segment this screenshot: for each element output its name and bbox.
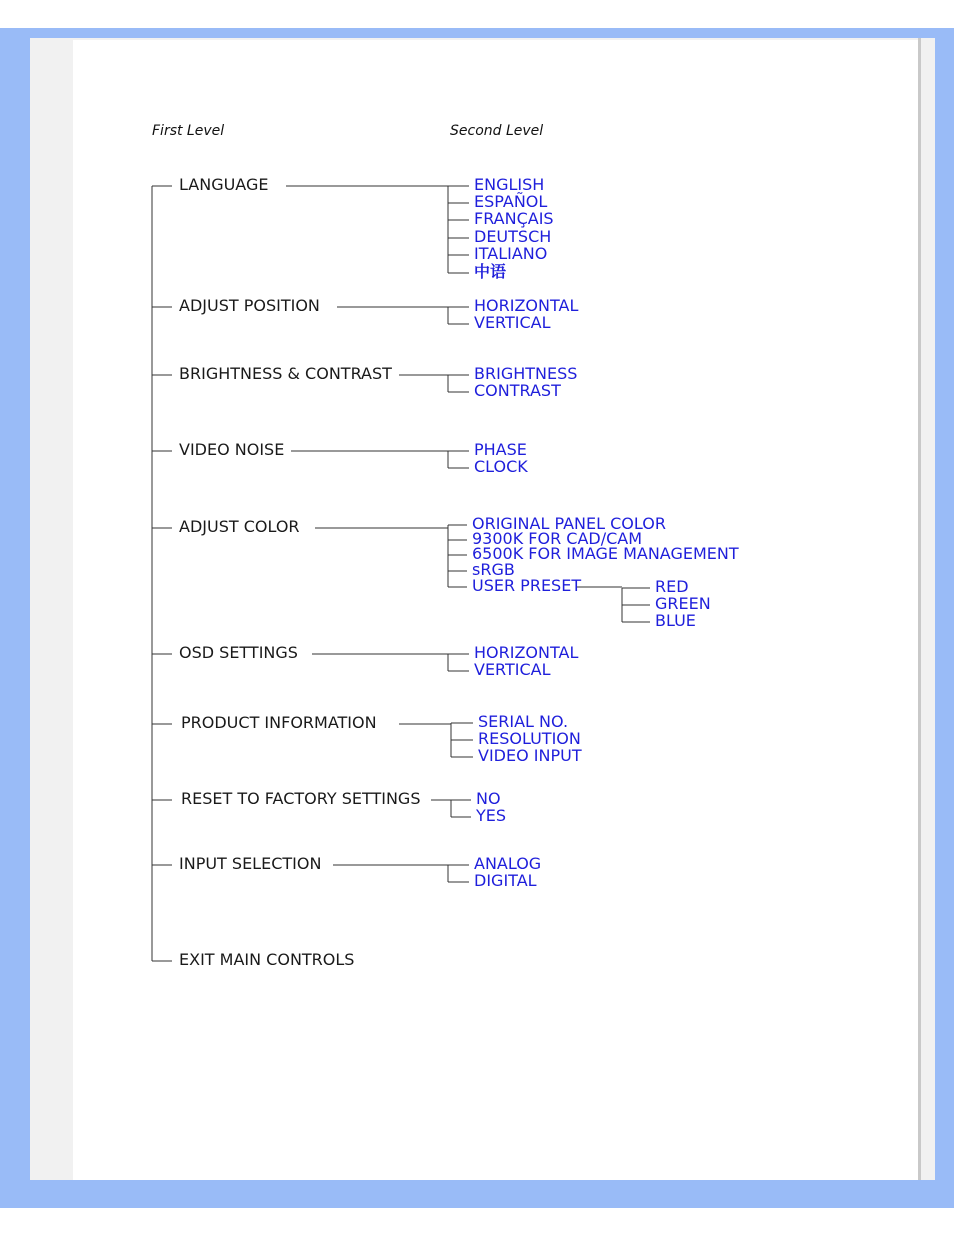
first-level-header: First Level (152, 123, 225, 139)
second-level-header: Second Level (450, 123, 544, 139)
second-level-item: YES (476, 806, 507, 825)
second-level-item: ENGLISH (474, 175, 545, 194)
second-level-item: BRIGHTNESS (474, 364, 578, 383)
second-level-item: HORIZONTAL (474, 296, 579, 315)
second-level-item: SERIAL NO. (478, 712, 569, 731)
first-level-item: OSD SETTINGS (179, 643, 298, 662)
second-level-item: ORIGINAL PANEL COLOR (472, 514, 666, 533)
second-level-item: HORIZONTAL (474, 643, 579, 662)
second-level-item: CLOCK (474, 457, 528, 476)
first-level-item: PRODUCT INFORMATION (181, 713, 377, 732)
first-level-item: ADJUST COLOR (179, 517, 300, 536)
third-level-item: BLUE (655, 611, 696, 630)
second-level-item: sRGB (472, 560, 515, 579)
first-level-item: BRIGHTNESS & CONTRAST (179, 364, 392, 383)
second-level-item: VIDEO INPUT (478, 746, 582, 765)
second-level-item: VERTICAL (474, 313, 551, 332)
second-level-item: VERTICAL (474, 660, 551, 679)
second-level-item: 中语 (474, 262, 507, 281)
second-level-item: FRANÇAIS (474, 209, 554, 228)
first-level-item: INPUT SELECTION (179, 854, 322, 873)
second-level-item: ITALIANO (474, 244, 548, 263)
second-level-item: RESOLUTION (478, 729, 581, 748)
first-level-item: RESET TO FACTORY SETTINGS (181, 789, 421, 808)
third-level-item: RED (655, 577, 689, 596)
first-level-item: ADJUST POSITION (179, 296, 320, 315)
first-level-item: VIDEO NOISE (179, 440, 285, 459)
second-level-item: USER PRESET (472, 576, 582, 595)
second-level-item: ANALOG (474, 854, 542, 873)
third-level-item: GREEN (655, 594, 711, 613)
second-level-item: DIGITAL (474, 871, 537, 890)
second-level-item: 9300K FOR CAD/CAM (472, 529, 643, 548)
second-level-item: 6500K FOR IMAGE MANAGEMENT (472, 544, 739, 563)
second-level-item: PHASE (474, 440, 527, 459)
second-level-item: ESPAÑOL (474, 192, 548, 211)
first-level-item: LANGUAGE (179, 175, 269, 194)
second-level-item: DEUTSCH (474, 227, 552, 246)
second-level-item: CONTRAST (474, 381, 561, 400)
second-level-item: NO (476, 789, 501, 808)
first-level-item: EXIT MAIN CONTROLS (179, 950, 355, 969)
